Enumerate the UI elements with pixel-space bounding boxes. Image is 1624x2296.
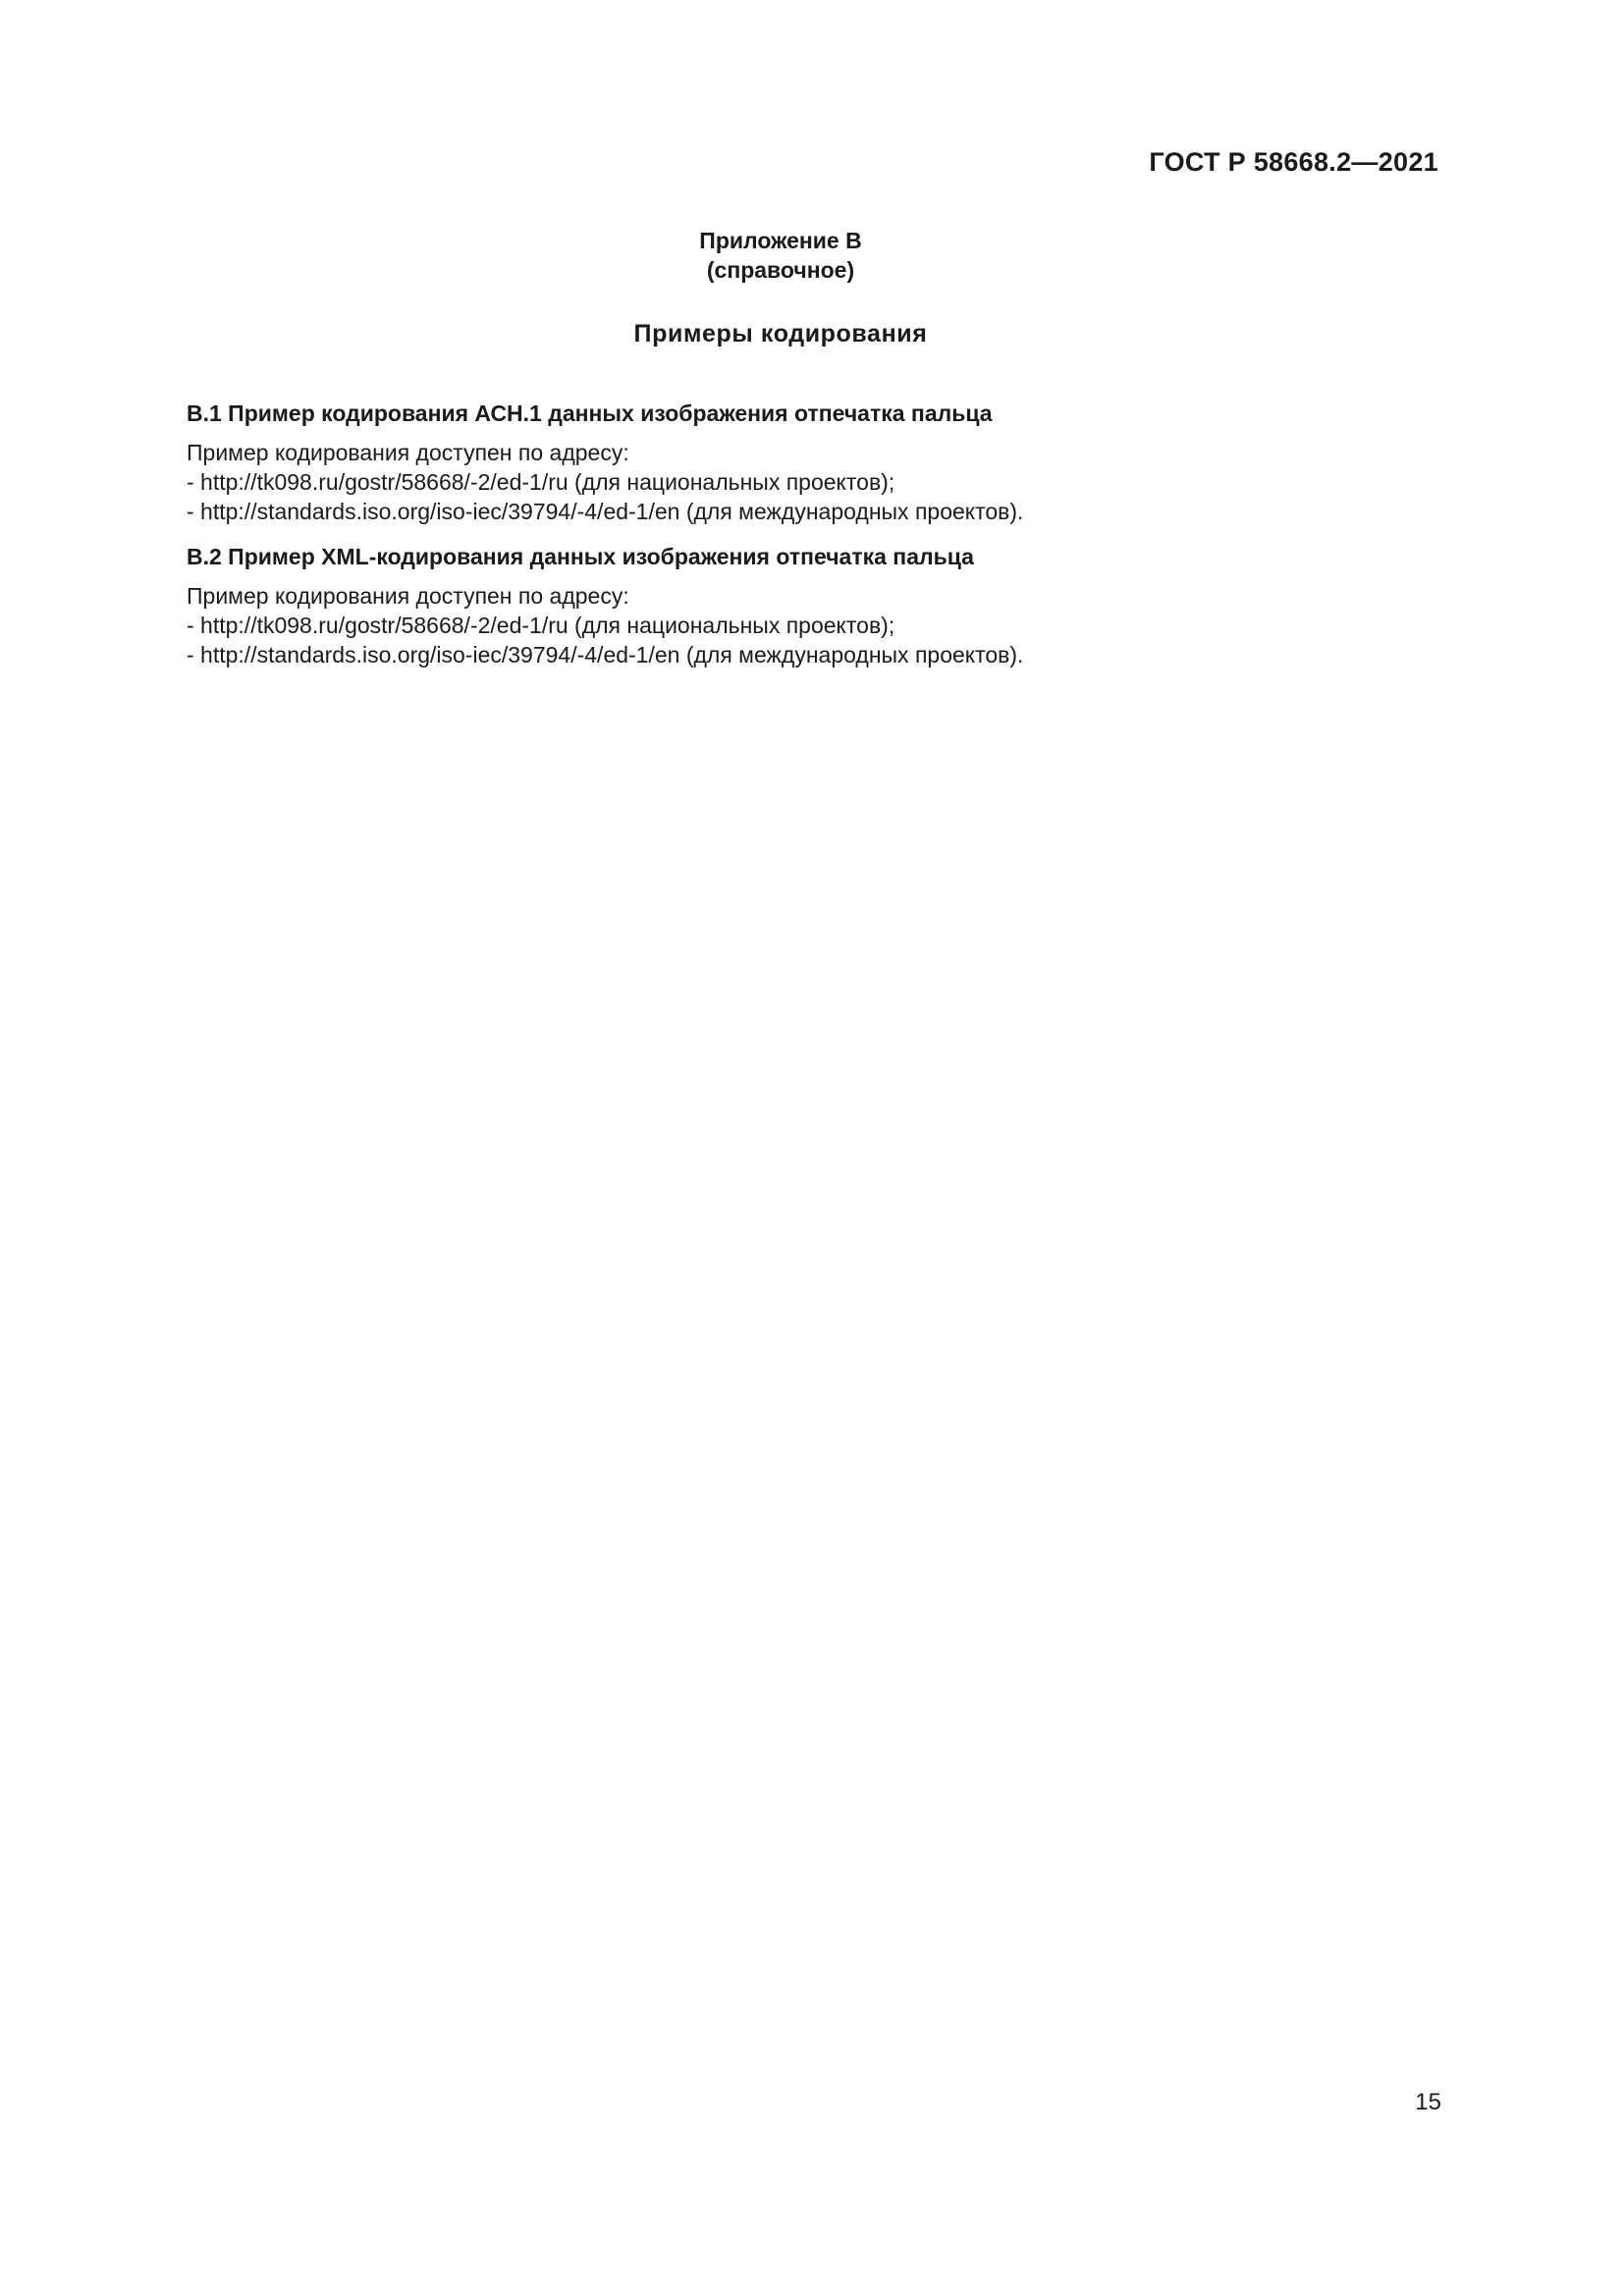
appendix-note: (справочное) (706, 257, 855, 283)
list-item: - http://tk098.ru/gostr/58668/-2/ed-1/ru (для национальных проектов); (187, 613, 895, 638)
list-item: - http://tk098.ru/gostr/58668/-2/ed-1/ru (для национальных проектов); (187, 469, 895, 495)
section-title: Примеры кодирования (633, 320, 928, 347)
document-code: ГОСТ Р 58668.2—2021 (1149, 147, 1438, 177)
section-b1 (187, 399, 1443, 526)
list-item: - http://standards.iso.org/iso-iec/39794/-4/ed-1/en (для международных проектов). (187, 642, 1024, 667)
appendix-title: Приложение В (699, 228, 862, 253)
appendix-heading (628, 226, 933, 285)
section-b2 (187, 542, 1443, 669)
list-item: - http://standards.iso.org/iso-iec/39794/-4/ed-1/en (для международных проектов). (187, 499, 1024, 524)
section-heading: В.1 Пример кодирования АСН.1 данных изображения отпечатка пальца (187, 400, 993, 426)
section-intro: Пример кодирования доступен по адресу: (187, 440, 629, 465)
section-heading: В.2 Пример XML-кодирования данных изображения отпечатка пальца (187, 544, 974, 569)
page-number: 15 (1415, 2089, 1441, 2115)
section-intro: Пример кодирования доступен по адресу: (187, 583, 629, 609)
